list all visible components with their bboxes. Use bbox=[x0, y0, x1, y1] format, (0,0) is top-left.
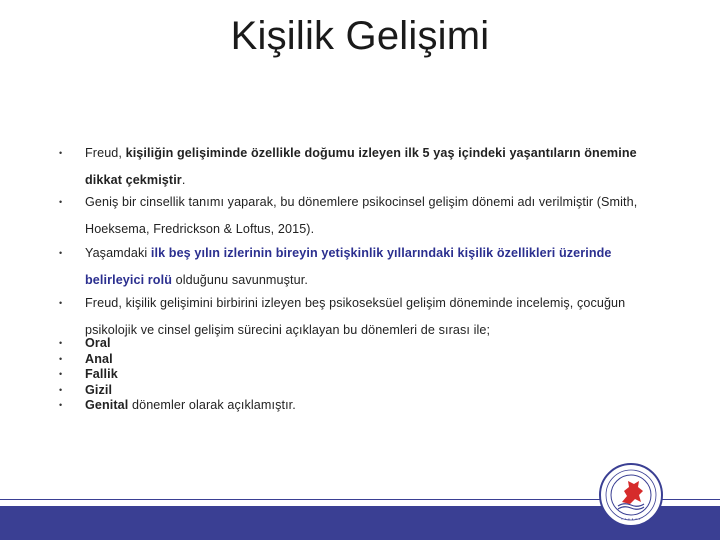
bullet-text-line bbox=[85, 383, 112, 397]
bold-text: kişiliğin gelişiminde özellikle doğumu izleyen ilk 5 yaş içindeki yaşantıların önemine bbox=[125, 146, 637, 160]
bold-text: Genital bbox=[85, 398, 129, 412]
bullet-marker: • bbox=[59, 354, 63, 364]
bullet-marker: • bbox=[59, 197, 63, 207]
bold-text: Fallik bbox=[85, 367, 118, 381]
bullet-text-line bbox=[85, 352, 113, 366]
bullet-text-line bbox=[85, 246, 612, 260]
bullet-text-line bbox=[85, 296, 625, 310]
text-span: . bbox=[181, 173, 186, 187]
bullet-text-line bbox=[85, 336, 111, 350]
slide-title: Kişilik Gelişimi bbox=[230, 14, 490, 58]
highlighted-text: belirleyici rolü bbox=[85, 273, 172, 287]
bold-text: Anal bbox=[85, 352, 113, 366]
bullet-text-line bbox=[85, 323, 490, 337]
text-span: Freud, kişilik gelişimini birbirini izleyen beş psikoseksüel gelişim döneminde incelemiş, çocuğun bbox=[85, 296, 626, 310]
bullet-marker: • bbox=[59, 385, 63, 395]
bullet-text-line bbox=[85, 398, 296, 412]
text-span: olduğunu savunmuştur. bbox=[172, 273, 308, 287]
text-span: Yaşamdaki bbox=[85, 246, 151, 260]
bullet-marker: • bbox=[59, 148, 63, 158]
bullet-text-line bbox=[85, 367, 118, 381]
bullet-marker: • bbox=[59, 248, 63, 258]
bullet-marker: • bbox=[59, 400, 63, 410]
bullet-text-line bbox=[85, 195, 637, 209]
bullet-text-line bbox=[85, 173, 185, 187]
bullet-marker: • bbox=[59, 338, 63, 348]
bold-text: Gizil bbox=[85, 383, 113, 397]
bullet-marker: • bbox=[59, 369, 63, 379]
text-span: Freud, bbox=[85, 146, 126, 160]
text-span: Hoeksema, Fredrickson & Loftus, 2015). bbox=[85, 222, 315, 236]
bullet-marker: • bbox=[59, 298, 63, 308]
highlighted-text: ilk beş yılın izlerinin bireyin yetişkinlik yıllarındaki kişilik özellikleri üzerinde bbox=[150, 246, 612, 260]
text-span: dönemler olarak açıklamıştır. bbox=[128, 398, 296, 412]
bullet-text-line bbox=[85, 273, 308, 287]
svg-text:• • • • • •: • • • • • • bbox=[621, 516, 641, 521]
bold-text: dikkat çekmiştir bbox=[85, 173, 182, 187]
text-span: Geniş bir cinsellik tanımı yaparak, bu dönemlere psikocinsel gelişim dönemi adı verilmiştir (Smith, bbox=[85, 195, 638, 209]
bullet-text-line bbox=[85, 222, 314, 236]
university-logo bbox=[598, 462, 664, 528]
bold-text: Oral bbox=[85, 336, 111, 350]
text-span: psikolojik ve cinsel gelişim sürecini açıklayan bu dönemleri de sırası ile; bbox=[85, 323, 491, 337]
bullet-text-line bbox=[85, 146, 637, 160]
